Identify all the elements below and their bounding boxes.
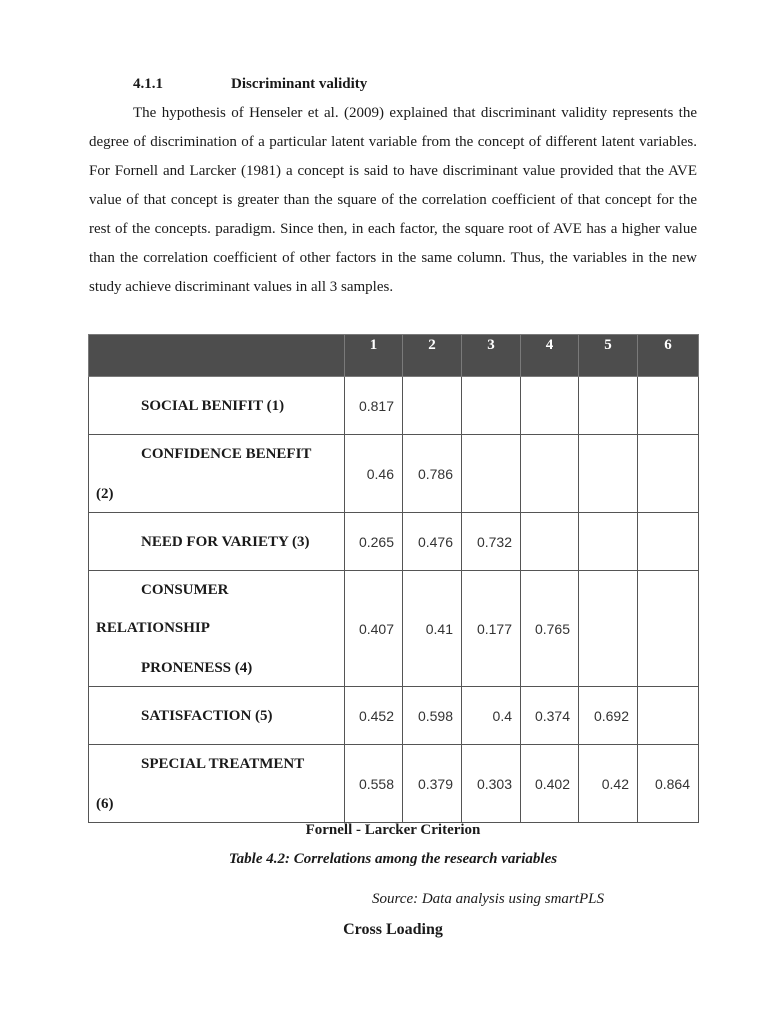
- table-cell: 0.476: [403, 513, 462, 571]
- table-cell: 0.864: [638, 745, 699, 823]
- row-label-end: PRONENESS (4): [141, 659, 253, 676]
- table-cell: [579, 435, 638, 513]
- table-cell: 0.598: [403, 687, 462, 745]
- header-cell-5: 5: [579, 335, 638, 377]
- table-cell: 0.374: [521, 687, 579, 745]
- row-label: [89, 377, 345, 435]
- table-cell: 0.765: [521, 571, 579, 687]
- criterion-caption: Fornell - Larcker Criterion: [305, 822, 481, 838]
- table-row: [89, 377, 699, 435]
- row-label-main: SPECIAL TREATMENT: [141, 755, 305, 772]
- table-cell: 0.407: [345, 571, 403, 687]
- table-cell: 0.303: [462, 745, 521, 823]
- section-title: Discriminant validity: [231, 76, 368, 92]
- row-label: [89, 571, 345, 687]
- row-label-main: SOCIAL BENIFIT (1): [141, 397, 285, 414]
- section-number: 4.1.1: [133, 76, 163, 92]
- table-cell: 0.558: [345, 745, 403, 823]
- table-cell: [579, 571, 638, 687]
- table-cell: [462, 377, 521, 435]
- table-cell: 0.817: [345, 377, 403, 435]
- table-cell: [403, 377, 462, 435]
- source-note: Source: Data analysis using smartPLS: [372, 891, 604, 907]
- table-cell: 0.786: [403, 435, 462, 513]
- table-cell: 0.42: [579, 745, 638, 823]
- table-row: [89, 687, 699, 745]
- row-label-main: SATISFACTION (5): [141, 707, 273, 724]
- table-cell: [521, 377, 579, 435]
- table-cell: [638, 687, 699, 745]
- section-heading: [133, 74, 367, 94]
- header-cell-2: 2: [403, 335, 462, 377]
- table-cell: 0.452: [345, 687, 403, 745]
- table-row: [89, 435, 699, 513]
- row-label: [89, 687, 345, 745]
- table-caption: Table 4.2: Correlations among the research variables: [228, 851, 558, 867]
- table-cell: 0.41: [403, 571, 462, 687]
- table-cell: 0.265: [345, 513, 403, 571]
- table-cell: [638, 513, 699, 571]
- table-cell: [579, 377, 638, 435]
- row-label-main: CONSUMER: [141, 581, 229, 598]
- table-cell: 0.692: [579, 687, 638, 745]
- table-row: [89, 513, 699, 571]
- header-cell-6: 6: [638, 335, 699, 377]
- table-row: [89, 745, 699, 823]
- header-cell-3: 3: [462, 335, 521, 377]
- table-cell: 0.402: [521, 745, 579, 823]
- table-cell: [521, 435, 579, 513]
- table-cell: 0.46: [345, 435, 403, 513]
- row-label: [89, 745, 345, 823]
- body-paragraph: The hypothesis of Henseler et al. (2009) explained that discriminant validity represents the degree of discrimination of a particular latent variable from the concept of different latent variables. For Fornell and Larcker (1981) a concept is said to have discriminant value provided that the AVE value of that concept is greater than the square of the correlation coefficient of that concept for the rest of the concepts. paradigm. Since then, in each factor, the square root of AVE has a higher value than the correlation coefficient of other factors in the same column. Thus, the variables in the new study achieve discriminant values in all 3 samples.: [89, 105, 697, 295]
- row-label-main: CONFIDENCE BENEFIT: [141, 445, 312, 462]
- header-cell-1: 1: [345, 335, 403, 377]
- header-cell-blank: [89, 335, 345, 377]
- table-cell: 0.4: [462, 687, 521, 745]
- row-label-tail: (2): [96, 485, 114, 502]
- table-cell: 0.379: [403, 745, 462, 823]
- table-cell: 0.177: [462, 571, 521, 687]
- correlation-table: [88, 334, 699, 823]
- table-row: [89, 571, 699, 687]
- table-cell: 0.732: [462, 513, 521, 571]
- header-cell-4: 4: [521, 335, 579, 377]
- table-header-row: [89, 335, 699, 377]
- table-cell: [462, 435, 521, 513]
- row-label-main: NEED FOR VARIETY (3): [141, 533, 310, 550]
- table-cell: [638, 571, 699, 687]
- row-label: [89, 435, 345, 513]
- next-section-heading: Cross Loading: [343, 921, 443, 938]
- table-cell: [638, 377, 699, 435]
- row-label-middle: RELATIONSHIP: [96, 619, 210, 636]
- table-cell: [521, 513, 579, 571]
- row-label: [89, 513, 345, 571]
- row-label-tail: (6): [96, 795, 114, 812]
- table-cell: [579, 513, 638, 571]
- table-cell: [638, 435, 699, 513]
